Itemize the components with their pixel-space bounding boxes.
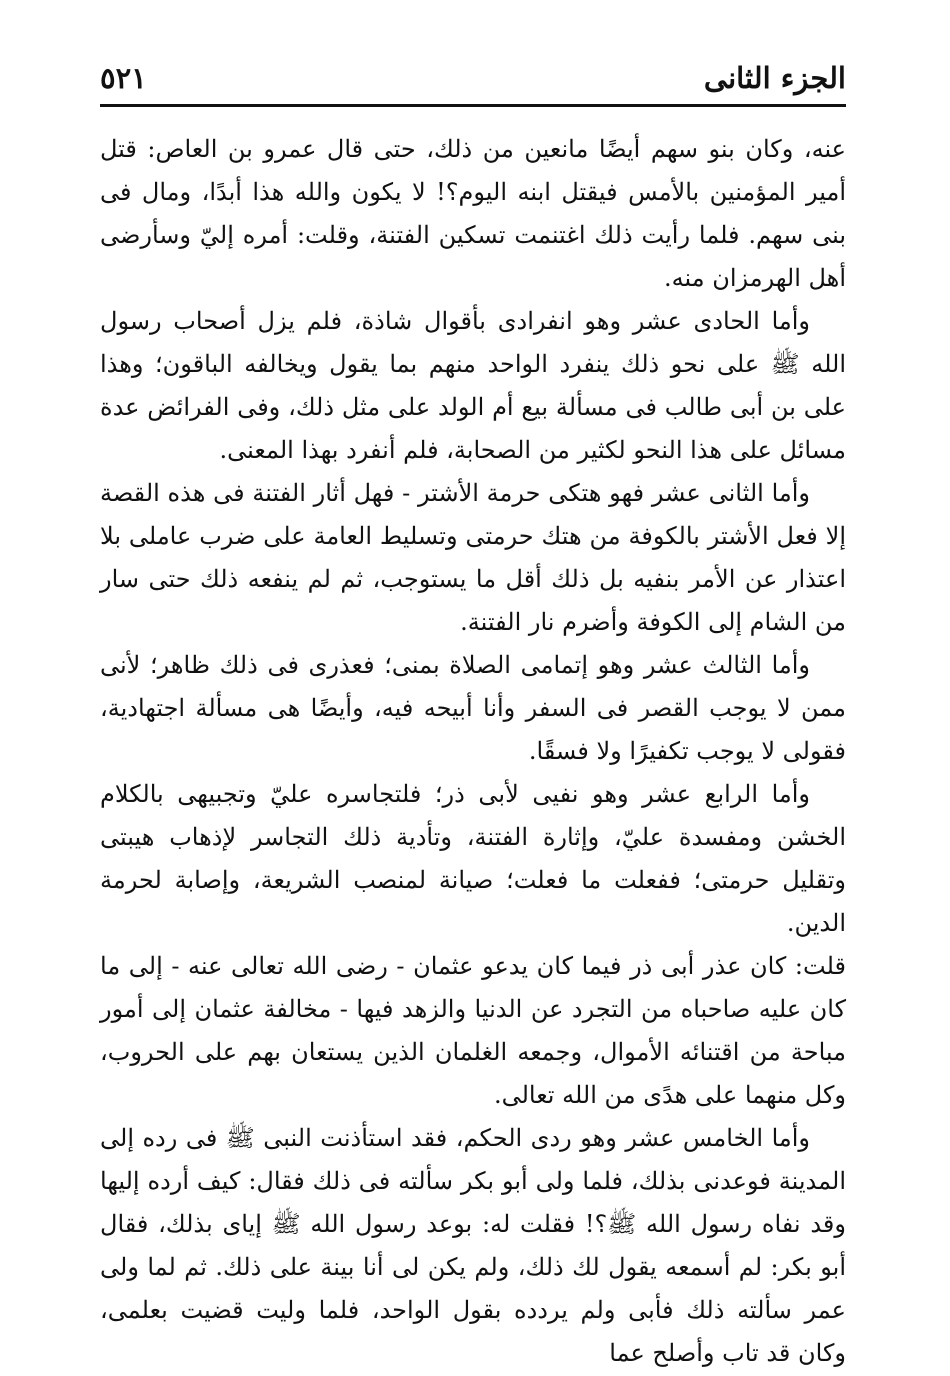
- header-rule: [100, 104, 846, 107]
- paragraph-author-note: قلت: كان عذر أبى ذر فيما كان يدعو عثمان - رضى الله تعالى عنه - إلى ما كان عليه صاحباه من التجرد عن الدنيا والزهد فيها - مخالفة عثمان إلى أمور مباحة من اقتنائه الأموال، وجمعه الغلمان الذين يستعان بهم على الحروب، وكل منهما على هدًى من الله تعالى.: [100, 952, 846, 1109]
- running-title: الجزء الثانى: [703, 61, 846, 95]
- body-text: [100, 128, 846, 1375]
- paragraph-fourteenth: وأما الرابع عشر وهو نفيى لأبى ذر؛ فلتجاسره عليّ وتجبيهى بالكلام الخشن ومفسدة عليّ، وإثارة الفتنة، وتأدية ذلك التجاسر لإذهاب هيبتى وتقليل حرمتى؛ ففعلت ما فعلت؛ صيانة لمنصب الشريعة، وإصابة لحرمة الدين.: [100, 780, 846, 937]
- paragraph-continuation: عنه، وكان بنو سهم أيضًا مانعين من ذلك، حتى قال عمرو بن العاص: قتل أمير المؤمنين بالأمس فيقتل ابنه اليوم؟! لا يكون والله هذا أبدًا، ومال فى بنى سهم. فلما رأيت ذلك اغتنمت تسكين الفتنة، وقلت: أمره إليّ وسأرضى أهل الهرمزان منه.: [100, 135, 847, 292]
- paragraph-fifteenth: وأما الخامس عشر وهو ردى الحكم، فقد استأذنت النبى ﷺ فى رده إلى المدينة فوعدنى بذلك، فلما ولى أبو بكر سألته فى ذلك فقال: كيف أرده إليها وقد نفاه رسول الله ﷺ؟! فقلت له: بوعد رسول الله ﷺ إياى بذلك، فقال أبو بكر: لم أسمعه يقول لك ذلك، ولم يكن لى أنا بينة على ذلك. ثم لما ولى عمر سألته ذلك فأبى ولم يردده بقول الواحد، فلما وليت قضيت بعلمى، وكان قد تاب وأصلح عما: [100, 1124, 846, 1367]
- paragraph-thirteenth: وأما الثالث عشر وهو إتمامى الصلاة بمنى؛ فعذرى فى ذلك ظاهر؛ لأنى ممن لا يوجب القصر فى السفر وأنا أبيحه فيه، وأيضًا هى مسألة اجتهادية، فقولى لا يوجب تكفيرًا ولا فسقًا.: [100, 651, 846, 765]
- paragraph-twelfth: وأما الثانى عشر فهو هتكى حرمة الأشتر - فهل أثار الفتنة فى هذه القصة إلا فعل الأشتر بالكوفة من هتك حرمتى وتسليط العامة على ضرب عاملى بلا اعتذار عن الأمر بنفيه بل ذلك أقل ما يستوجب، ثم لم ينفعه ذلك حتى سار من الشام إلى الكوفة وأضرم نار الفتنة.: [100, 479, 846, 636]
- running-header: [100, 56, 846, 100]
- paragraph-eleventh: وأما الحادى عشر وهو انفرادى بأقوال شاذة، فلم يزل أصحاب رسول الله ﷺ على نحو ذلك ينفرد الواحد منهم بما يقول ويخالفه الباقون؛ وهذا على بن أبى طالب فى مسألة بيع أم الولد على مثل ذلك، وفى الفرائض عدة مسائل على هذا النحو لكثير من الصحابة، فلم أنفرد بهذا المعنى.: [100, 307, 846, 464]
- page-number: ٥٢١: [100, 61, 147, 95]
